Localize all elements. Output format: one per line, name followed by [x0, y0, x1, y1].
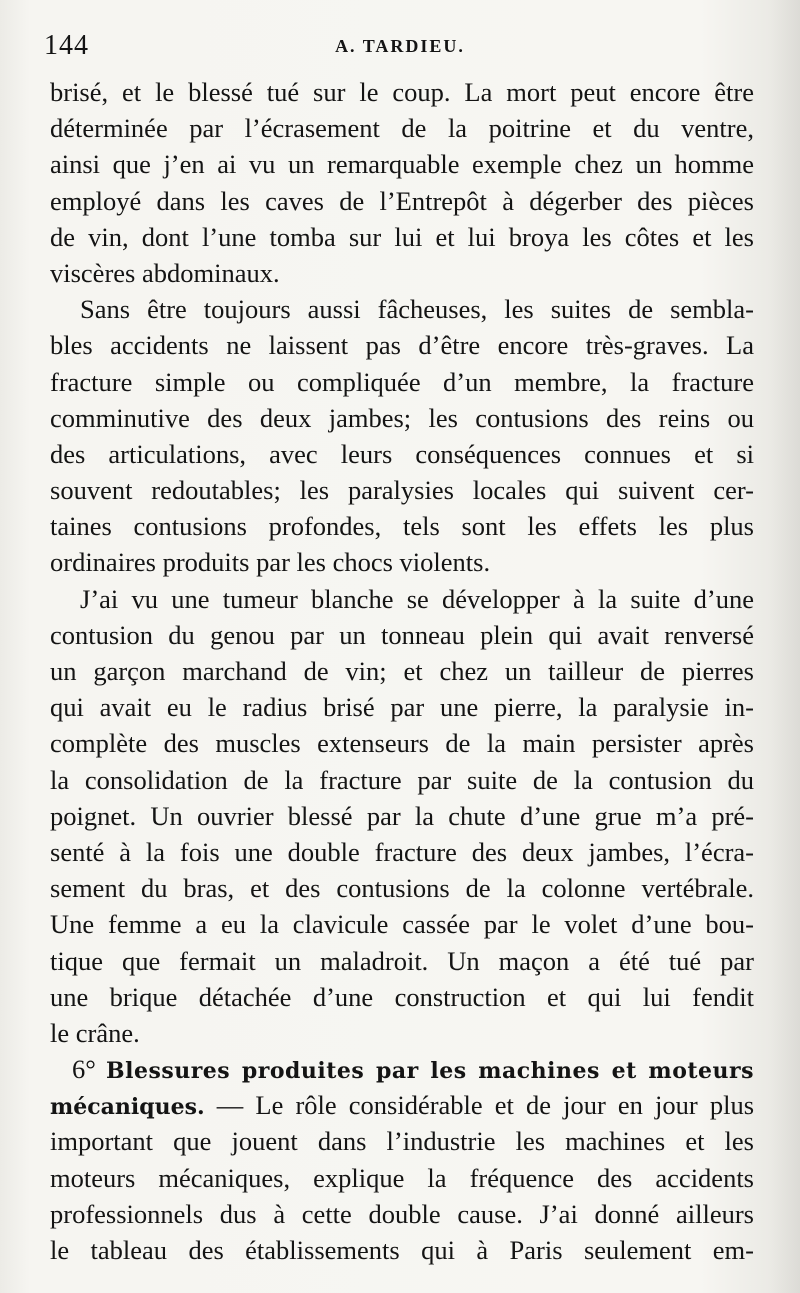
text-line: taines contusions profondes, tels sont les effets les plus [50, 511, 754, 542]
page-header [44, 30, 756, 70]
section-heading [50, 1051, 754, 1087]
text-line: souvent redoutables; les paralysies locales qui suivent cer- [50, 475, 754, 506]
text-line: important que jouent dans l’industrie les machines et les [50, 1126, 754, 1157]
text-line: tique que fermait un maladroit. Un maçon a été tué par [50, 945, 754, 976]
text-line: senté à la fois une double fracture des deux jambes, l’écra- [50, 836, 754, 867]
text-line: sement du bras, et des contusions de la colonne vertébrale. [50, 873, 754, 904]
text-line: le crâne. [50, 1017, 140, 1048]
text-line: ordinaires produits par les chocs violents. [50, 547, 491, 578]
text-line: Une femme a eu la clavicule cassée par le volet d’une bou- [50, 909, 754, 940]
text-line: professionnels dus à cette double cause. J’ai donné ailleurs [50, 1198, 754, 1229]
text-line: contusion du genou par un tonneau plein qui avait renversé [50, 619, 754, 650]
text-line: comminutive des deux jambes; les contusions des reins ou [50, 402, 754, 433]
text-line: poignet. Un ouvrier blessé par la chute d’une grue m’a pré- [50, 800, 754, 831]
text-line: fracture simple ou compliquée d’un membre, la fracture [50, 366, 754, 397]
text-line: des articulations, avec leurs conséquences connues et si [50, 438, 754, 469]
section-dash: — [204, 1090, 256, 1121]
text-line: un garçon marchand de vin; et chez un tailleur de pierres [50, 656, 754, 686]
text-line: viscères abdominaux. [50, 257, 280, 288]
body-text [50, 74, 754, 1268]
section-title-continued: mécaniques. [50, 1094, 205, 1121]
text-line: bles accidents ne laissent pas d’être encore très-graves. La [50, 330, 754, 361]
text-line: J’ai vu une tumeur blanche se développer à la suite d’une [80, 583, 754, 614]
text-line: employé dans les caves de l’Entrepôt à dégerber des pièces [50, 185, 754, 216]
section-title: Blessures produites par les machines et moteurs [106, 1058, 754, 1085]
text-line: ainsi que j’en ai vu un remarquable exemple chez un homme [50, 149, 754, 180]
section-number: 6° [72, 1054, 96, 1085]
text-line: déterminée par l’écrasement de la poitrine et du ventre, [50, 113, 754, 144]
section-text: Le rôle considérable et de jour en jour plus [255, 1090, 755, 1121]
text-line: le tableau des établissements qui à Paris seulement em- [50, 1235, 754, 1265]
text-line: brisé, et le blessé tué sur le coup. La mort peut encore être [50, 77, 754, 107]
text-line: la consolidation de la fracture par suite de la contusion du [50, 764, 754, 795]
text-line: Sans être toujours aussi fâcheuses, les suites de sembla- [80, 294, 754, 325]
page-number: 144 [44, 30, 89, 61]
text-line: de vin, dont l’une tomba sur lui et lui broya les côtes et les [50, 221, 754, 252]
text-line: complète des muscles extenseurs de la main persister après [50, 728, 754, 759]
running-head: A. TARDIEU. [335, 36, 465, 56]
section-heading-continued [50, 1087, 754, 1123]
text-line: moteurs mécaniques, explique la fréquence des accidents [50, 1162, 754, 1193]
text-line: une brique détachée d’une construction et qui lui fendit [50, 981, 754, 1012]
text-line: qui avait eu le radius brisé par une pierre, la paralysie in- [50, 692, 754, 723]
